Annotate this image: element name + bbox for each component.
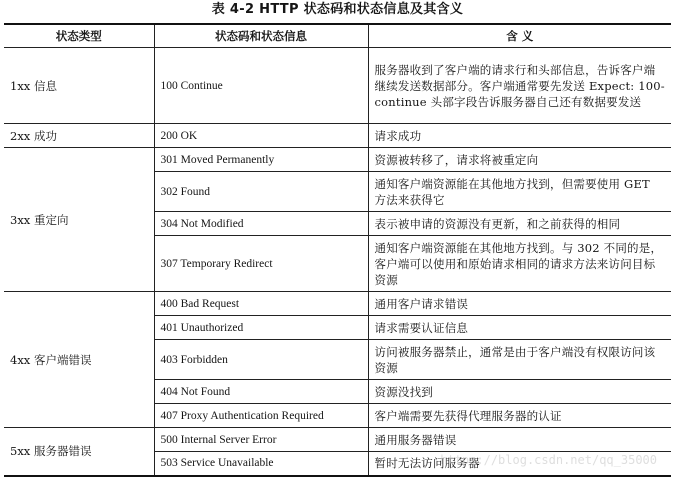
status-code-cell: 302 Found	[154, 172, 368, 212]
header-code: 状态码和状态信息	[154, 24, 368, 48]
meaning-cell: 请求成功	[368, 124, 671, 148]
table-header-row	[4, 24, 671, 48]
status-code-cell: 100 Continue	[154, 48, 368, 124]
meaning-cell: 通用客户请求错误	[368, 292, 671, 316]
status-code-cell: 407 Proxy Authentication Required	[154, 404, 368, 428]
status-code-cell: 404 Not Found	[154, 380, 368, 404]
header-meaning: 含 义	[368, 24, 671, 48]
meaning-cell: 服务器收到了客户端的请求行和头部信息，告诉客户端继续发送数据部分。客户端通常要先发送 Expect: 100-continue 头部字段告诉服务器自己还有数据要发送	[368, 48, 671, 124]
meaning-cell: 通知客户端资源能在其他地方找到。与 302 不同的是，客户端可以使用和原始请求相同的请求方法来访问目标资源	[368, 236, 671, 292]
category-cell: 5xx 服务器错误	[4, 428, 154, 476]
header-category: 状态类型	[4, 24, 154, 48]
meaning-cell: 客户端需要先获得代理服务器的认证	[368, 404, 671, 428]
meaning-cell: 暂时无法访问服务器	[368, 452, 671, 476]
status-code-cell: 400 Bad Request	[154, 292, 368, 316]
meaning-cell: 资源没找到	[368, 380, 671, 404]
table-row	[4, 292, 671, 316]
meaning-cell: 通知客户端资源能在其他地方找到，但需要使用 GET 方法来获得它	[368, 172, 671, 212]
status-code-cell: 500 Internal Server Error	[154, 428, 368, 452]
meaning-cell: 表示被申请的资源没有更新，和之前获得的相同	[368, 212, 671, 236]
category-cell: 2xx 成功	[4, 124, 154, 148]
category-cell: 1xx 信息	[4, 48, 154, 124]
meaning-cell: 资源被转移了，请求将被重定向	[368, 148, 671, 172]
table-caption: 表 4-2 HTTP 状态码和状态信息及其含义	[211, 2, 464, 17]
status-code-cell: 503 Service Unavailable	[154, 452, 368, 476]
table-row	[4, 148, 671, 172]
http-status-table	[4, 23, 671, 477]
meaning-cell: 访问被服务器禁止，通常是由于客户端没有权限访问该资源	[368, 340, 671, 380]
table-row	[4, 428, 671, 452]
status-code-cell: 403 Forbidden	[154, 340, 368, 380]
meaning-cell: 通用服务器错误	[368, 428, 671, 452]
status-code-cell: 307 Temporary Redirect	[154, 236, 368, 292]
status-code-cell: 301 Moved Permanently	[154, 148, 368, 172]
table-row	[4, 124, 671, 148]
category-cell: 4xx 客户端错误	[4, 292, 154, 428]
meaning-cell: 请求需要认证信息	[368, 316, 671, 340]
category-cell: 3xx 重定向	[4, 148, 154, 292]
status-code-cell: 200 OK	[154, 124, 368, 148]
table-row	[4, 48, 671, 124]
watermark-text: https://blog.csdn.net/qq_35000	[440, 453, 657, 467]
status-code-cell: 304 Not Modified	[154, 212, 368, 236]
status-code-cell: 401 Unauthorized	[154, 316, 368, 340]
